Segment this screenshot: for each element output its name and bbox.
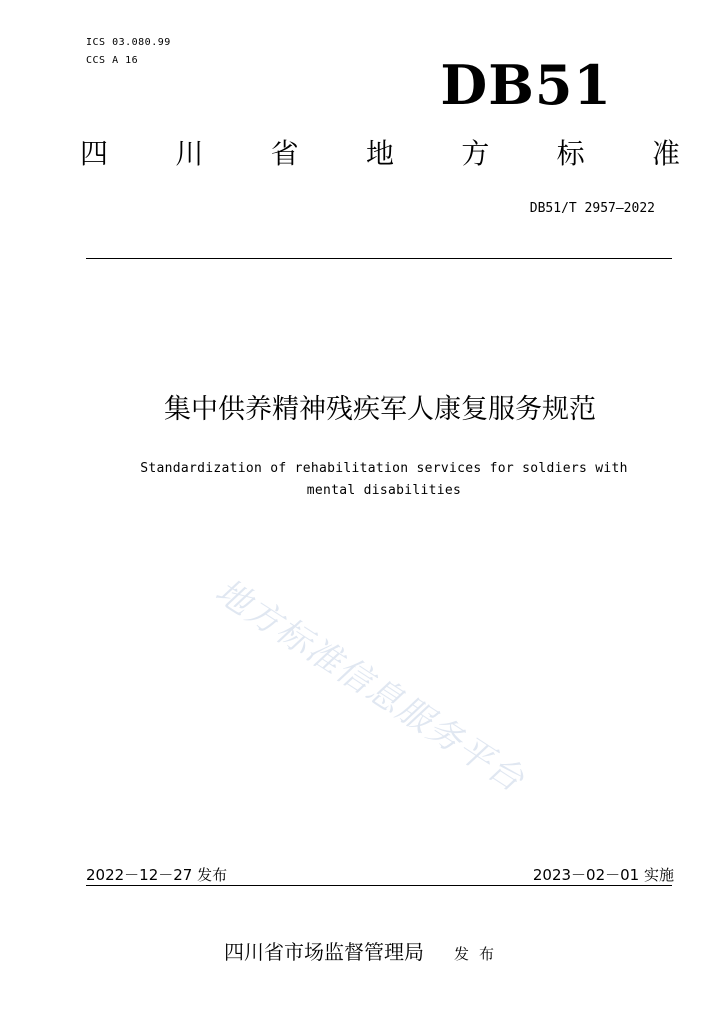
standard-type-char: 省 xyxy=(270,137,299,170)
header-divider xyxy=(86,258,672,259)
english-title-line: Standardization of rehabilitation services for soldiers with xyxy=(140,461,628,476)
standard-type-char: 四 xyxy=(80,137,109,170)
ics-code: ICS 03.080.99 xyxy=(86,37,171,48)
document-title-chinese: 集中供养精神残疾军人康复服务规范 xyxy=(164,394,596,425)
standard-type-char: 准 xyxy=(651,137,680,170)
platform-watermark: 地方标准信息服务平台 xyxy=(208,571,532,801)
issuer-suffix: 发布 xyxy=(454,945,505,963)
english-title-line: mental disabilities xyxy=(306,483,462,498)
implementation-date: 2023－02－01 实施 xyxy=(532,866,674,884)
standard-type-char: 方 xyxy=(461,137,490,170)
standard-type-char: 川 xyxy=(175,137,204,170)
standard-type-heading xyxy=(80,137,680,170)
document-title-english xyxy=(104,458,664,502)
db51-logo: DB51 xyxy=(440,53,612,117)
standard-number: DB51/T 2957—2022 xyxy=(529,201,655,216)
standard-type-char: 标 xyxy=(556,137,585,170)
issuing-authority xyxy=(224,936,504,965)
ccs-code: CCS A 16 xyxy=(86,55,139,66)
footer-divider xyxy=(86,885,672,886)
issue-date: 2022－12－27 发布 xyxy=(86,866,228,884)
standard-type-char: 地 xyxy=(365,137,394,170)
issuer-name: 四川省市场监督管理局 xyxy=(224,940,424,964)
